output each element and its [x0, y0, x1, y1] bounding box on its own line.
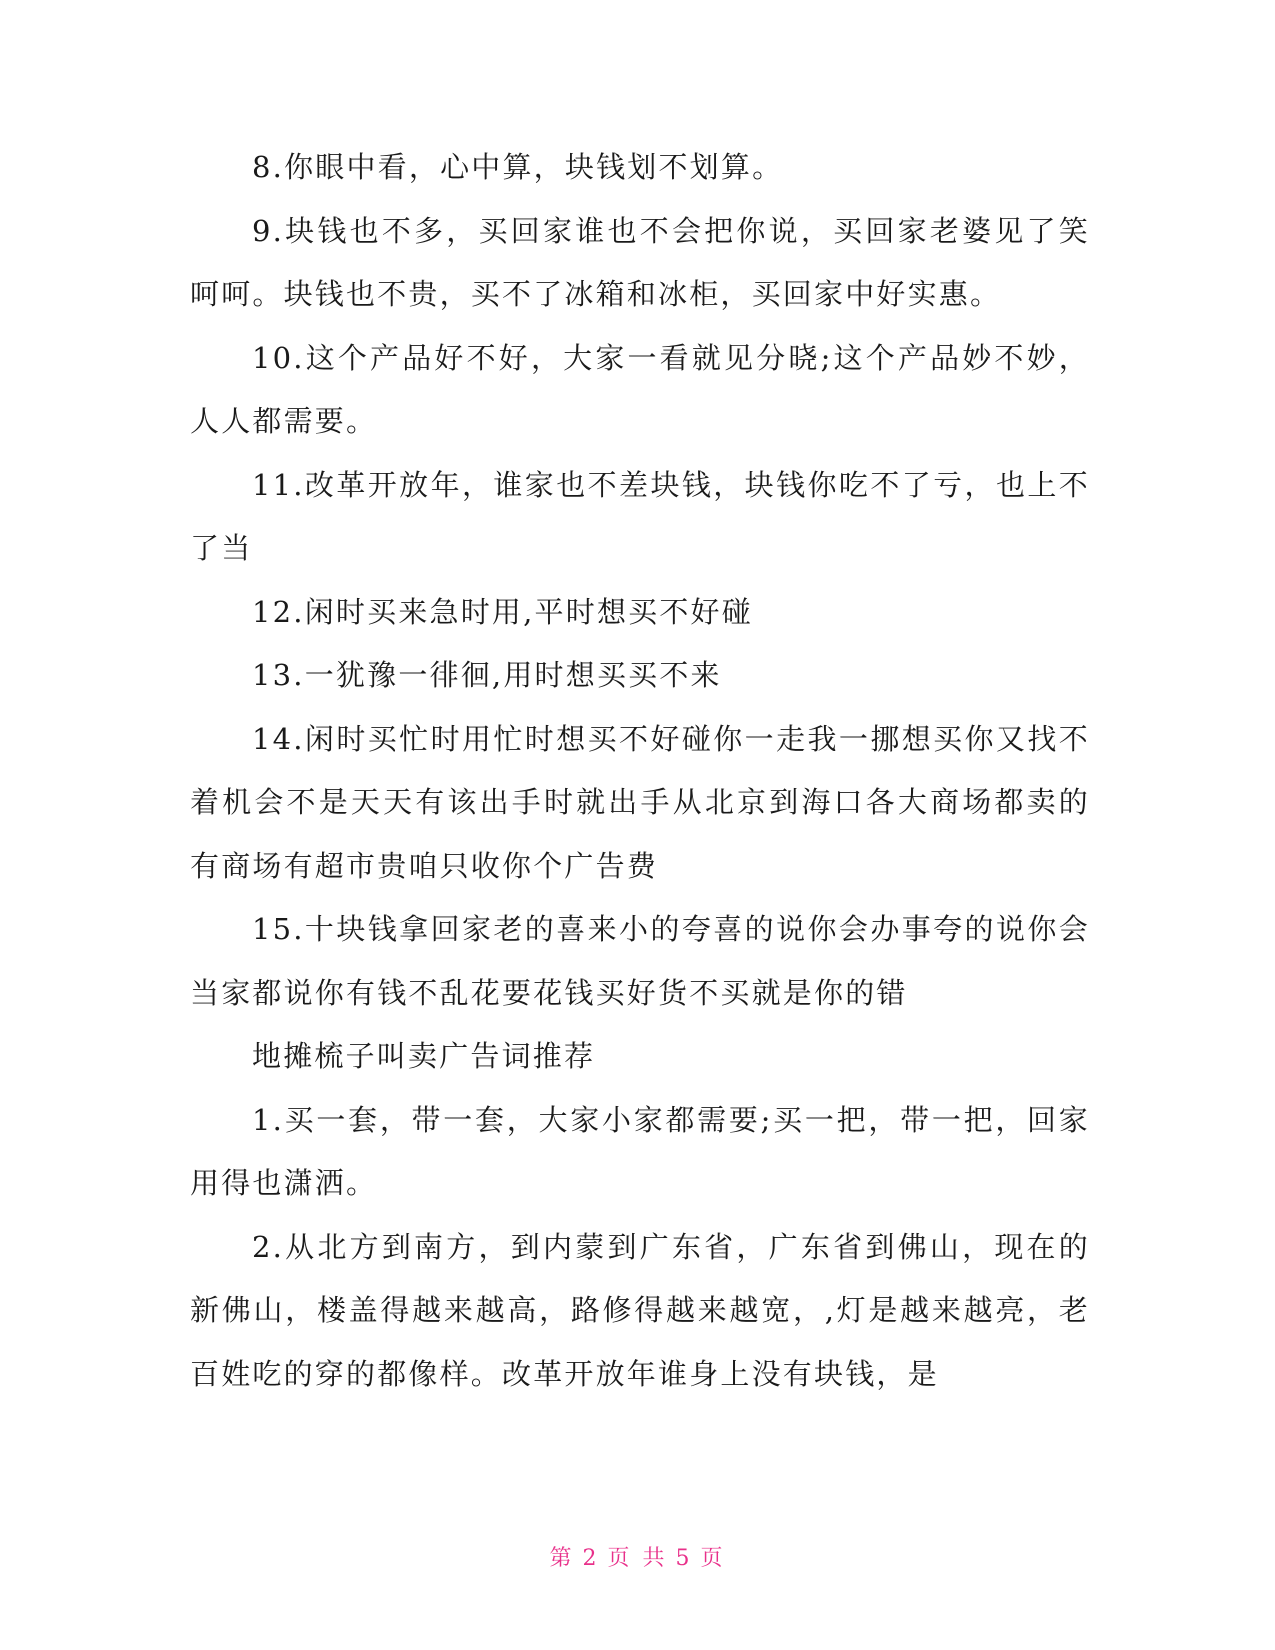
- footer-suffix: 页: [700, 1546, 726, 1571]
- paragraph-item-1: 1.买一套，带一套，大家小家都需要;买一把，带一把，回家用得也潇洒。: [190, 1102, 1090, 1200]
- footer-middle: 页 共: [607, 1546, 668, 1571]
- paragraph-item-2: 2.从北方到南方，到内蒙到广东省，广东省到佛山，现在的新佛山，楼盖得越来越高，路修得越来越宽，,灯是越来越亮，老百姓吃的穿的都像样。改革开放年谁身上没有块钱，是: [190, 1229, 1090, 1391]
- document-body: [190, 136, 1090, 1406]
- paragraph-item-13: 13.一犹豫一徘徊,用时想买买不来: [252, 658, 722, 692]
- total-page-count: 5: [675, 1546, 693, 1571]
- footer-prefix: 第: [549, 1546, 575, 1571]
- paragraph-item-9: 9.块钱也不多，买回家谁也不会把你说，买回家老婆见了笑呵呵。块钱也不贵，买不了冰箱和冰柜，买回家中好实惠。: [190, 213, 1090, 311]
- paragraph-item-11: 11.改革开放年，谁家也不差块钱，块钱你吃不了亏，也上不了当: [190, 467, 1090, 565]
- paragraph-item-12: 12.闲时买来急时用,平时想买不好碰: [252, 594, 753, 629]
- paragraph-item-15: 15.十块钱拿回家老的喜来小的夸喜的说你会办事夸的说你会当家都说你有钱不乱花要花钱买好货不买就是你的错: [190, 912, 1090, 1010]
- paragraph-item-8: 8.你眼中看，心中算，块钱划不划算。: [252, 150, 784, 184]
- section-heading: 地摊梳子叫卖广告词推荐: [252, 1039, 596, 1073]
- page-footer: [0, 1541, 1275, 1572]
- current-page-number: 2: [582, 1546, 600, 1571]
- paragraph-item-10: 10.这个产品好不好，大家一看就见分晓;这个产品妙不妙，人人都需要。: [190, 340, 1090, 438]
- paragraph-item-14: 14.闲时买忙时用忙时想买不好碰你一走我一挪想买你又找不着机会不是天天有该出手时就出手从北京到海口各大商场都卖的有商场有超市贵咱只收你个广告费: [190, 721, 1090, 883]
